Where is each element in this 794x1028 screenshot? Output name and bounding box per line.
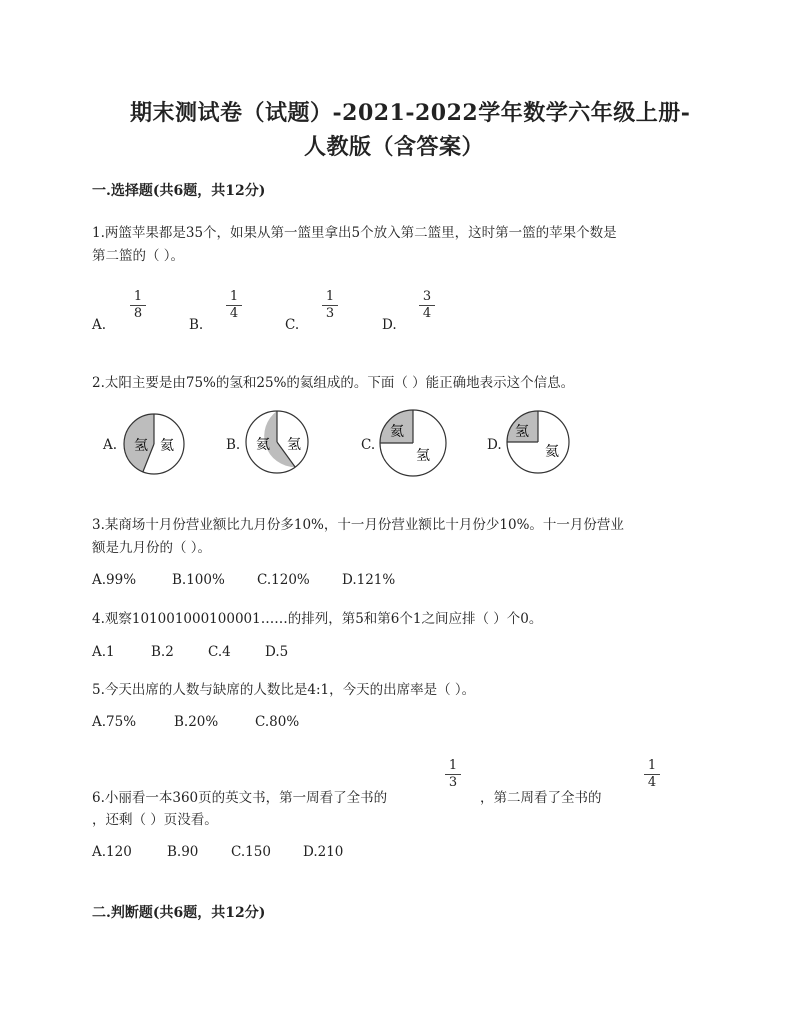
q1-option-a-label: A. bbox=[92, 317, 107, 333]
q6-text-line2: ，还剩（ ）页没看。 bbox=[92, 812, 218, 828]
q2-option-d-label: D. bbox=[487, 437, 502, 453]
fraction-denominator: 3 bbox=[325, 306, 335, 321]
fraction-numerator: 1 bbox=[448, 758, 458, 773]
q5-option-a: A.75% bbox=[92, 714, 137, 730]
q1-text-line1: 1.两篮苹果都是35个，如果从第一篮里拿出5个放入第二篮里，这时第一篮的苹果个数是 bbox=[92, 225, 617, 241]
section2-heading: 二.判断题(共6题，共12分) bbox=[92, 905, 266, 921]
q4-option-c: C.4 bbox=[208, 644, 231, 660]
q1-option-c-label: C. bbox=[285, 317, 300, 333]
fraction-numerator: 1 bbox=[325, 289, 335, 304]
q2-option-a-label: A. bbox=[103, 437, 118, 453]
pie-white-label: 氢 bbox=[287, 437, 301, 453]
fraction-denominator: 8 bbox=[133, 306, 143, 321]
fraction-denominator: 4 bbox=[647, 775, 657, 790]
q6-option-c: C.150 bbox=[231, 844, 271, 860]
pie-shaded-label: 氦 bbox=[256, 437, 270, 453]
page-title-line1: 期末测试卷（试题）-2021-2022学年数学六年级上册- bbox=[130, 100, 691, 126]
pie-shaded-label: 氢 bbox=[134, 438, 148, 454]
fraction-denominator: 4 bbox=[229, 306, 239, 321]
q1-option-c-fraction bbox=[322, 290, 338, 321]
q6-option-d: D.210 bbox=[303, 844, 344, 860]
q2-option-d-pie bbox=[505, 409, 571, 475]
q2-option-b-pie bbox=[244, 409, 310, 475]
q5-option-c: C.80% bbox=[255, 714, 300, 730]
q4-option-d: D.5 bbox=[265, 644, 289, 660]
q6-option-a: A.120 bbox=[92, 844, 132, 860]
q3-text-line1: 3.某商场十月份营业额比九月份多10%，十一月份营业额比十月份少10%。十一月份营业 bbox=[92, 517, 624, 533]
q1-option-b-fraction bbox=[226, 290, 242, 321]
q2-option-b-label: B. bbox=[226, 437, 241, 453]
q6-option-b: B.90 bbox=[167, 844, 199, 860]
pie-shaded-label: 氦 bbox=[390, 424, 404, 440]
q3-option-a: A.99% bbox=[92, 572, 137, 588]
q2-text: 2.太阳主要是由75%的氢和25%的氦组成的。下面（ ）能正确地表示这个信息。 bbox=[92, 375, 575, 391]
fraction-numerator: 1 bbox=[229, 289, 239, 304]
q1-text-line2: 第二篮的（ ）。 bbox=[92, 248, 185, 264]
q1-option-d-fraction bbox=[419, 290, 435, 321]
q2-option-a-pie bbox=[122, 412, 186, 476]
q6-text-part2: ，第二周看了全书的 bbox=[480, 790, 602, 806]
fraction-numerator: 1 bbox=[133, 289, 143, 304]
q5-text: 5.今天出席的人数与缺席的人数比是4:1，今天的出席率是（ ）。 bbox=[92, 682, 476, 698]
pie-white-label: 氦 bbox=[545, 444, 559, 460]
section1-heading: 一.选择题(共6题，共12分) bbox=[92, 183, 266, 199]
page-title-line2: 人教版（含答案） bbox=[304, 134, 485, 160]
q2-option-c-pie bbox=[378, 408, 448, 478]
q6-fraction-2 bbox=[644, 759, 660, 790]
q4-text: 4.观察101001000100001……的排列，第5和第6个1之间应排（ ）个0。 bbox=[92, 611, 543, 627]
pie-white-label: 氦 bbox=[160, 438, 174, 454]
q2-option-c-label: C. bbox=[361, 437, 376, 453]
q1-option-d-label: D. bbox=[382, 317, 397, 333]
pie-white-label: 氢 bbox=[416, 448, 430, 464]
q6-text-part1: 6.小丽看一本360页的英文书，第一周看了全书的 bbox=[92, 790, 388, 806]
pie-shaded-label: 氢 bbox=[515, 424, 529, 440]
q4-option-b: B.2 bbox=[151, 644, 174, 660]
q3-text-line2: 额是九月份的（ ）。 bbox=[92, 540, 212, 556]
fraction-numerator: 1 bbox=[647, 758, 657, 773]
fraction-numerator: 3 bbox=[422, 289, 432, 304]
q4-option-a: A.1 bbox=[92, 644, 115, 660]
q1-option-a-fraction bbox=[130, 290, 146, 321]
q5-option-b: B.20% bbox=[174, 714, 219, 730]
q3-option-b: B.100% bbox=[172, 572, 225, 588]
fraction-denominator: 3 bbox=[448, 775, 458, 790]
q1-option-b-label: B. bbox=[189, 317, 204, 333]
q3-option-c: C.120% bbox=[257, 572, 310, 588]
q3-option-d: D.121% bbox=[342, 572, 396, 588]
q6-fraction-1 bbox=[445, 759, 461, 790]
fraction-denominator: 4 bbox=[422, 306, 432, 321]
